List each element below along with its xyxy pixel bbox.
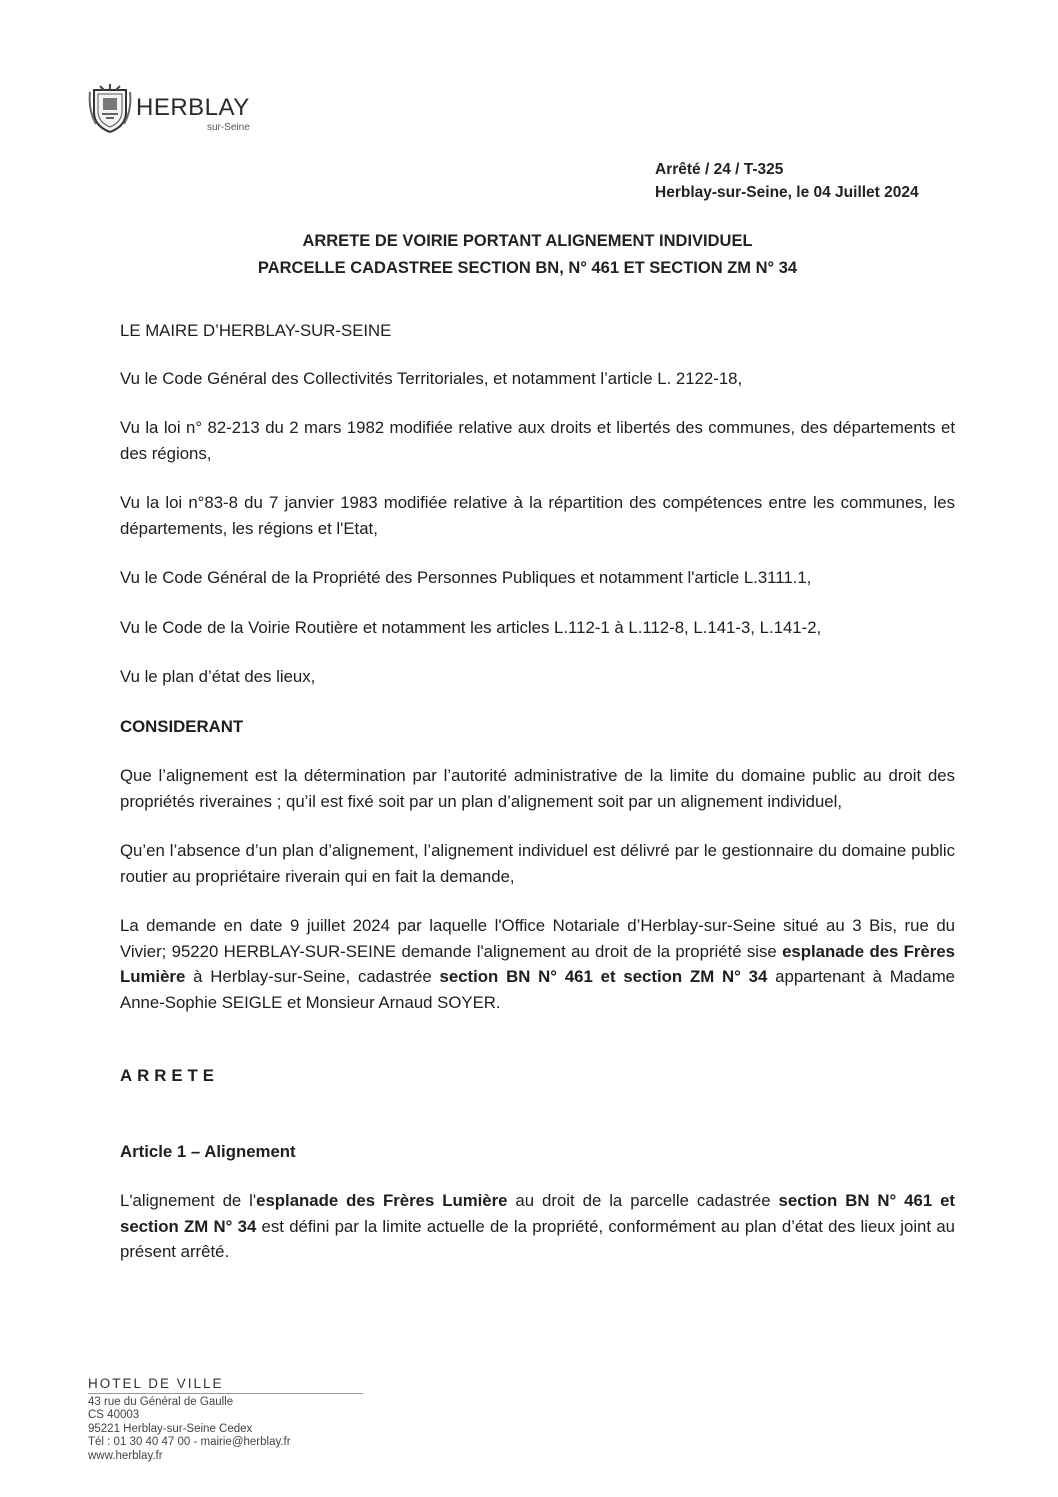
vu-paragraph-1: Vu le Code Général des Collectivités Territoriales, et notamment l’article L. 2122-18, [120, 368, 743, 388]
document-title [120, 228, 935, 282]
footer-address-block [88, 1377, 363, 1463]
footer-city: 95221 Herblay-sur-Seine Cedex [88, 1422, 253, 1435]
request-text-1: La demande en date 9 juillet 2024 par laquelle l'Office Notariale d’Herblay-sur-Seine situé au 3 Bis, rue du Vivier; 95220 HERBLAY-SUR-SEINE demande l'alignement au droit de la propriété sise [120, 916, 955, 961]
vu-paragraph-4: Vu le Code Général de la Propriété des Personnes Publiques et notamment l'article L.3111.1, [120, 568, 812, 587]
footer-hotel-de-ville: HOTEL DE VILLE [88, 1377, 363, 1394]
title-line-2: PARCELLE CADASTREE SECTION BN, N° 461 ET SECTION ZM N° 34 [257, 259, 798, 277]
article-parcels: section BN N° 461 et section ZM N° 34 [120, 1191, 956, 1236]
footer-website: www.herblay.fr [88, 1449, 163, 1462]
vu-paragraph-5: Vu le Code de la Voirie Routière et notamment les articles L.112-1 à L.112-8, L.141-3, L.141-2, [120, 617, 822, 637]
request-text-3: appartenant à Madame Anne-Sophie SEIGLE et Monsieur Arnaud SOYER. [120, 967, 956, 1012]
article-text-3: est défini par la limite actuelle de la propriété, conformément au plan d’état des lieux joint au présent arrêté. [120, 1216, 955, 1261]
logo-subtitle: sur-Seine [206, 122, 250, 133]
arrete-reference: Arrêté / 24 / T-325 [655, 161, 784, 178]
footer-cs: CS 40003 [88, 1409, 140, 1421]
request-text-2: à Herblay-sur-Seine, cadastrée [185, 967, 440, 986]
article-1-heading: Article 1 – Alignement [120, 1141, 296, 1161]
document-body [120, 318, 955, 1265]
request-address: esplanade des Frères Lumière [120, 941, 955, 986]
mayor-heading: LE MAIRE D’HERBLAY-SUR-SEINE [120, 321, 392, 340]
footer-contact: Tél : 01 30 40 47 00 - mairie@herblay.fr [88, 1436, 291, 1448]
article-1-paragraph [120, 1188, 955, 1265]
vu-paragraph-6: Vu le plan d’état des lieux, [120, 667, 316, 686]
article-text-1: L'alignement de l' [120, 1191, 257, 1210]
request-paragraph [120, 913, 955, 1015]
reference-block [655, 158, 919, 204]
vu-paragraph-3: Vu la loi n°83-8 du 7 janvier 1983 modifiée relative à la répartition des compétences entre les communes, les départements, les régions et l'Etat, [120, 493, 955, 538]
place-and-date: Herblay-sur-Seine, le 04 Juillet 2024 [655, 184, 919, 201]
coat-of-arms-icon [88, 84, 132, 134]
title-line-1: ARRETE DE VOIRIE PORTANT ALIGNEMENT INDIVIDUEL [302, 232, 753, 250]
footer-street: 43 rue du Général de Gaulle [88, 1395, 234, 1408]
vu-paragraph-2: Vu la loi n° 82-213 du 2 mars 1982 modifiée relative aux droits et libertés des communes, des départements et des régions, [120, 418, 955, 463]
arrete-heading: ARRETE [120, 1066, 219, 1085]
request-parcels: section BN N° 461 et section ZM N° 34 [439, 967, 768, 986]
considerant-heading: CONSIDERANT [120, 716, 244, 736]
considerant-paragraph-2: Qu’en l’absence d’un plan d’alignement, l’alignement individuel est délivré par le gestionnaire du domaine public routier au propriétaire riverain qui en fait la demande, [120, 841, 955, 886]
municipal-logo [88, 84, 250, 134]
article-address: esplanade des Frères Lumière [256, 1191, 508, 1210]
logo-wordmark: HERBLAY [136, 94, 250, 121]
article-text-2: au droit de la parcelle cadastrée [507, 1191, 779, 1210]
considerant-paragraph-1: Que l’alignement est la détermination par l’autorité administrative de la limite du domaine public au droit des propriétés riveraines ; qu’il est fixé soit par un plan d’alignement soit par un alignement individuel, [120, 766, 955, 811]
